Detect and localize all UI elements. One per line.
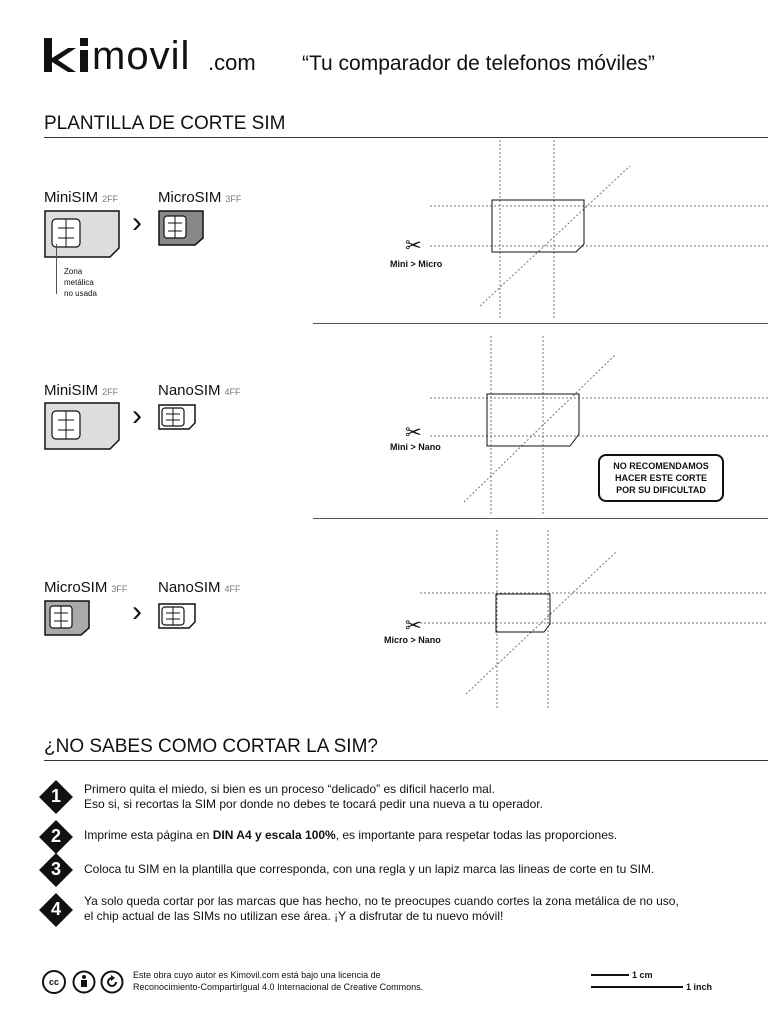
scissors-icon: ✂ <box>405 422 422 444</box>
scale-bar-cm <box>591 974 629 976</box>
minisim-icon <box>44 402 120 450</box>
step-number: 3 <box>50 859 61 879</box>
microsim-icon <box>44 600 90 636</box>
cut-label: Mini > Micro <box>390 259 443 269</box>
sim-from-label: MiniSIM 2FF <box>44 189 119 206</box>
howto-title: ¿NO SABES COMO CORTAR LA SIM? <box>44 736 378 757</box>
sa-icon <box>100 970 124 994</box>
cc-icon: cc <box>42 970 66 994</box>
tagline: “Tu comparador de telefonos móviles” <box>302 52 655 75</box>
arrow-icon: › <box>132 595 142 628</box>
microsim-icon <box>158 210 204 246</box>
sim-to-label: MicroSIM 3FF <box>158 189 242 206</box>
nanosim-icon <box>158 603 196 629</box>
unused-metal-note: Zona metálica no usada <box>64 267 97 298</box>
cut-label: Micro > Nano <box>384 635 441 645</box>
step-text: Ya solo queda cortar por las marcas que has hecho, no te preocupes cuando cortes la zona metálica de no uso, el chip actual de las SIMs no utilizan ese área. ¡Y a disfrutar de tu nuevo móvil! <box>84 894 679 923</box>
license-text: Este obra cuyo autor es Kimovil.com está bajo una licencia de Reconocimiento-CompartirIgual 4.0 Internacional de Creative Commons. <box>133 970 424 992</box>
title-divider <box>44 137 768 138</box>
sim-from-label: MiniSIM 2FF <box>44 382 119 399</box>
step-number: 2 <box>50 826 61 846</box>
sim-to-label: NanoSIM 4FF <box>158 382 241 399</box>
brand-suffix: .com <box>208 50 256 75</box>
step-text: Coloca tu SIM en la plantilla que corresponda, con una regla y un lapiz marca las lineas de corte en tu SIM. <box>84 862 655 876</box>
section-divider <box>313 323 768 324</box>
by-icon <box>72 970 96 994</box>
note-leader-line <box>56 244 57 294</box>
template-title: PLANTILLA DE CORTE SIM <box>44 113 286 134</box>
arrow-icon: › <box>132 206 142 239</box>
kimovil-logo <box>44 36 90 76</box>
step-text: Primero quita el miedo, si bien es un proceso “delicado” es dificil hacerlo mal. Eso si, si recortas la SIM por donde no debes te tocará pedir una nueva a tu operador. <box>84 782 543 811</box>
sim-to-label: NanoSIM 4FF <box>158 579 241 596</box>
step-text: Imprime esta página en DIN A4 y escala 100%, es importante para respetar todas las proporciones. <box>84 828 618 842</box>
cut-label: Mini > Nano <box>390 442 441 452</box>
scissors-icon: ✂ <box>405 615 422 637</box>
arrow-icon: › <box>132 399 142 432</box>
step-number: 1 <box>50 786 61 806</box>
sim-from-label: MicroSIM 3FF <box>44 579 128 596</box>
scale-bar-inch <box>591 986 683 988</box>
nanosim-icon <box>158 404 196 430</box>
cut-guide-micro-nano <box>380 530 768 710</box>
scale-inch-label: 1 inch <box>686 982 713 992</box>
section-divider <box>313 518 768 519</box>
howto-divider <box>44 760 768 761</box>
scale-cm-label: 1 cm <box>632 970 653 980</box>
warning-badge: NO RECOMENDAMOS HACER ESTE CORTE POR SU DIFICULTAD <box>598 454 724 502</box>
cut-guide-mini-micro <box>380 140 768 320</box>
step-number: 4 <box>50 899 61 919</box>
scissors-icon: ✂ <box>405 235 422 257</box>
brand-name: movil <box>92 34 191 78</box>
